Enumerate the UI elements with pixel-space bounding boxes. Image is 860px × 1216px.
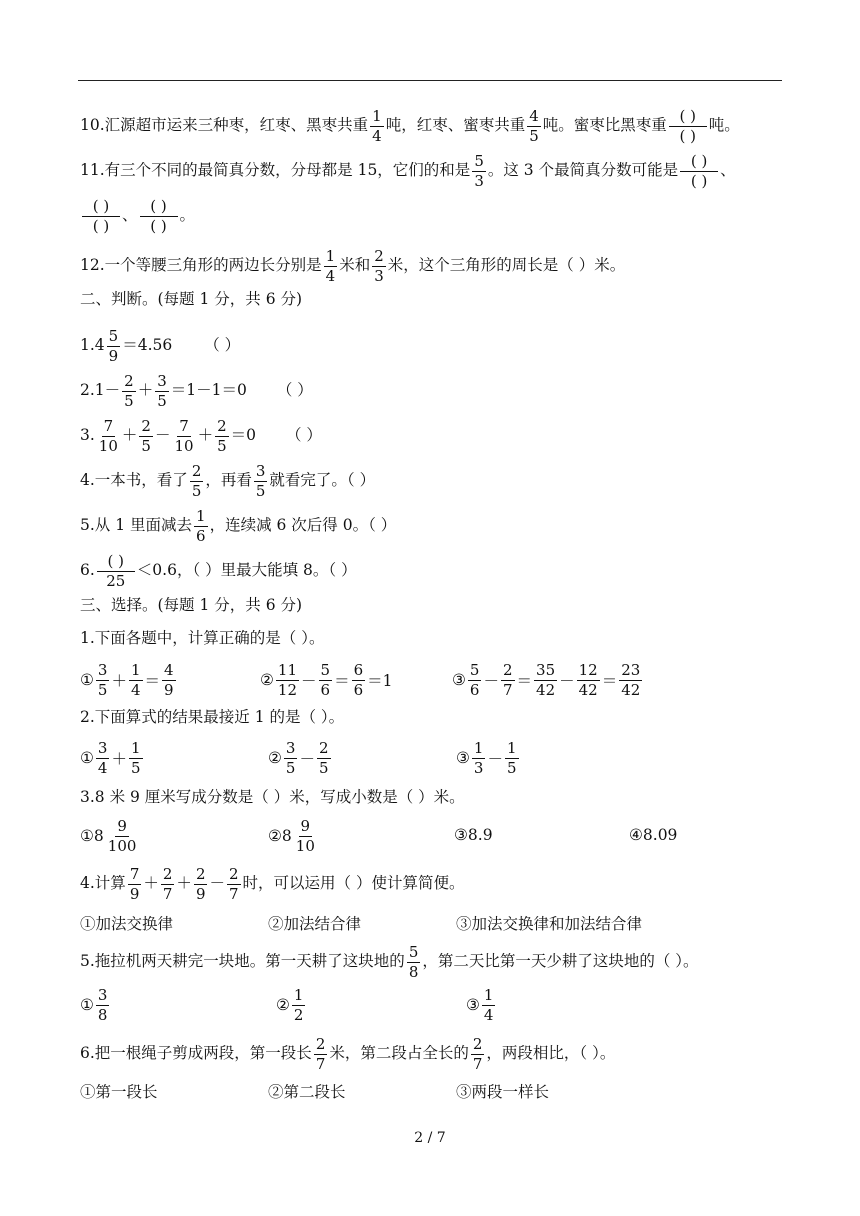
choice-3-option-c[interactable]: ③ 8.9 [454, 826, 493, 844]
operator: ＋ [176, 874, 192, 893]
choice-5-option-c[interactable]: ③ $\frac{1}{4}$ [466, 986, 494, 1024]
answer-blank-fraction[interactable]: $\frac{( )}{( )}$ [140, 198, 178, 234]
question-text: 一个等腰三角形的两边长分别是 [104, 256, 322, 275]
judge-6 [80, 553, 357, 589]
fraction: $\frac{2}{5}$ [124, 372, 134, 410]
answer-blank-fraction[interactable]: $\frac{( )}{( )}$ [669, 108, 707, 144]
question-text: 一本书，看了 [94, 471, 188, 490]
section-2-title: 二、判断。(每题 1 分，共 6 分) [80, 290, 303, 308]
question-11-continued [80, 198, 195, 234]
question-text: 计算 [94, 874, 126, 893]
question-12 [80, 248, 625, 284]
mixed-number: 4 $\frac{5}{9}$ [94, 327, 119, 365]
operator: － [209, 874, 225, 893]
question-text: ，第二天比第一天少耕了这块地的（ ）。 [422, 952, 699, 971]
choice-2-option-b[interactable]: ② $\frac{3}{5}$ － $\frac{2}{5}$ [268, 739, 329, 777]
question-11 [80, 153, 736, 189]
option-mark: ② [276, 996, 290, 1014]
choice-4-stem [80, 866, 464, 902]
answer-blank[interactable]: （ ） [276, 381, 313, 400]
option-mark: ② [268, 749, 282, 767]
choice-3-option-b[interactable]: ② 8 $\frac{9}{10}$ [268, 817, 315, 855]
question-text: 米和 [339, 256, 371, 275]
question-text: 吨。蜜枣比黑枣重 [542, 116, 667, 135]
question-text: 米，这个三角形的周长是（ ）米。 [387, 256, 626, 275]
fraction: $\frac{2}{9}$ [195, 865, 206, 903]
fraction: $\frac{2}{5}$ [217, 417, 227, 455]
question-number: 12. [80, 256, 105, 275]
fraction: $\frac{2}{7}$ [472, 1035, 483, 1073]
fraction: $\frac{2}{7}$ [315, 1035, 326, 1073]
question-text: 。这 3 个最简真分数可能是 [487, 161, 679, 180]
fraction: $\frac{2}{3}$ [374, 247, 384, 285]
question-text: ＜0.6，（ ）里最大能填 8。（ ） [136, 561, 357, 580]
choice-6-option-c[interactable]: ③两段一样长 [456, 1083, 550, 1101]
question-text: 时，可以运用（ ）使计算简便。 [242, 874, 465, 893]
question-text: 就看完了。（ ） [269, 471, 376, 490]
choice-3-option-a[interactable]: ① 8 $\frac{9}{100}$ [80, 817, 137, 855]
option-mark: ③ [454, 826, 468, 844]
choice-6-option-b[interactable]: ②第二段长 [268, 1083, 346, 1101]
judge-2 [80, 373, 313, 409]
choice-1-stem: 1.下面各题中，计算正确的是（ ）。 [80, 629, 325, 647]
fraction: $\frac{1}{4}$ [372, 107, 382, 145]
fraction: $\frac{3}{5}$ [157, 372, 167, 410]
question-10 [80, 108, 740, 144]
fraction: $\frac{7}{10}$ [174, 417, 194, 455]
question-text: 吨。 [708, 116, 740, 135]
choice-4-option-a[interactable]: ①加法交换律 [80, 915, 174, 933]
answer-blank-fraction[interactable]: $\frac{( )}{( )}$ [82, 198, 120, 234]
fraction: $\frac{5}{3}$ [474, 152, 484, 190]
operator: ＋ [197, 426, 214, 445]
fraction: $\frac{5}{8}$ [408, 943, 419, 981]
separator: 、 [122, 206, 138, 225]
question-number: 6. [80, 1044, 95, 1063]
section-3-title: 三、选择。(每题 1 分，共 6 分) [80, 596, 303, 614]
question-number: 4. [80, 874, 95, 893]
question-number: 6. [80, 561, 95, 580]
question-text: 把一根绳子剪成两段，第一段长 [94, 1044, 312, 1063]
question-number: 5. [80, 952, 95, 971]
fraction: $\frac{4}{5}$ [529, 107, 539, 145]
question-text: ，连续减 6 次后得 0。（ ） [209, 516, 397, 535]
question-text: 拖拉机两天耕完一块地。第一天耕了这块地的 [94, 952, 405, 971]
judge-4 [80, 463, 375, 499]
fraction: $\frac{7}{9}$ [129, 865, 140, 903]
answer-blank-fraction[interactable]: $\frac{( )}{25}$ [97, 553, 135, 589]
fraction: $\frac{1}{6}$ [196, 507, 206, 545]
separator: 。 [179, 206, 196, 225]
question-text: ，再看 [205, 471, 252, 490]
choice-1-option-c[interactable]: ③ $\frac{5}{6}$ － $\frac{2}{7}$ ＝ $\frac{35}{42}$ － $\frac{12}{42}$ ＝ $\frac{23}{42}$ [452, 661, 641, 699]
question-text: 从 1 里面减去 [94, 516, 193, 535]
choice-3-stem: 3.8 米 9 厘米写成分数是（ ）米，写成小数是（ ）米。 [80, 788, 465, 806]
operator: ＋ [137, 381, 154, 400]
question-number: 4. [80, 471, 95, 490]
judge-5 [80, 508, 396, 544]
answer-blank-fraction[interactable]: $\frac{( )}{( )}$ [680, 153, 718, 189]
question-text: ＝1－1＝0 [170, 381, 247, 400]
answer-blank[interactable]: （ ） [204, 336, 241, 355]
operator: ＋ [143, 874, 159, 893]
operator: － [154, 426, 171, 445]
operator: ＋ [121, 426, 138, 445]
question-number: 5. [80, 516, 95, 535]
option-mark: ③ [456, 749, 470, 767]
question-number: 10. [80, 116, 105, 135]
separator: 、 [720, 161, 736, 180]
choice-2-option-a[interactable]: ① $\frac{3}{4}$ ＋ $\frac{1}{5}$ [80, 739, 141, 777]
question-number: 2. [80, 381, 95, 400]
fraction: $\frac{1}{4}$ [325, 247, 336, 285]
option-mark: ③ [466, 996, 480, 1014]
choice-4-option-c[interactable]: ③加法交换律和加法结合律 [456, 915, 643, 933]
choice-4-option-b[interactable]: ②加法结合律 [268, 915, 362, 933]
page-number: 2 / 7 [414, 1130, 446, 1146]
answer-blank[interactable]: （ ） [286, 426, 322, 445]
fraction: $\frac{2}{5}$ [141, 417, 151, 455]
option-mark: ② [260, 671, 274, 689]
choice-1-option-b[interactable]: ② $\frac{11}{12}$ － $\frac{5}{6}$ ＝ $\frac{6}{6}$ ＝1 [260, 661, 393, 699]
fraction: $\frac{2}{5}$ [191, 462, 202, 500]
choice-5-option-b[interactable]: ② $\frac{1}{2}$ [276, 986, 304, 1024]
choice-2-stem: 2.下面算式的结果最接近 1 的是（ ）。 [80, 708, 345, 726]
choice-3-option-d[interactable]: ④ 8.09 [629, 826, 678, 844]
question-text: 吨，红枣、蜜枣共重 [385, 116, 526, 135]
question-number: 1. [80, 336, 95, 355]
choice-5-option-a[interactable]: ① $\frac{3}{8}$ [80, 986, 108, 1024]
option-mark: ① [80, 749, 94, 767]
judge-3 [80, 418, 322, 454]
question-number: 11. [80, 161, 105, 180]
fraction: $\frac{3}{5}$ [255, 462, 266, 500]
option-mark: ④ [629, 826, 643, 844]
question-text: ＝4.56 [122, 336, 173, 355]
question-text: ，两段相比，（ ）。 [486, 1044, 616, 1063]
fraction: $\frac{2}{7}$ [162, 865, 173, 903]
option-mark: ① [80, 827, 94, 845]
fraction: $\frac{7}{10}$ [98, 417, 118, 455]
choice-6-option-a[interactable]: ①第一段长 [80, 1083, 158, 1101]
option-mark: ① [80, 671, 94, 689]
choice-5-stem [80, 944, 699, 980]
choice-1-option-a[interactable]: ① $\frac{3}{5}$ ＋ $\frac{1}{4}$ ＝ $\frac{4}{9}$ [80, 661, 174, 699]
question-number: 3. [80, 426, 95, 445]
option-mark: ② [268, 827, 282, 845]
option-mark: ① [80, 996, 94, 1014]
question-text: 1－ [94, 381, 121, 400]
judge-1 [80, 328, 240, 364]
fraction: $\frac{2}{7}$ [229, 865, 239, 903]
question-text: 有三个不同的最简真分数，分母都是 15，它们的和是 [104, 161, 471, 180]
choice-2-option-c[interactable]: ③ $\frac{1}{3}$ － $\frac{1}{5}$ [456, 739, 517, 777]
header-rule [78, 80, 782, 81]
question-text: 米，第二段占全长的 [329, 1044, 469, 1063]
option-mark: ③ [452, 671, 466, 689]
question-text: ＝0 [230, 426, 256, 445]
question-text: 汇源超市运来三种枣，红枣、黑枣共重 [104, 116, 369, 135]
choice-6-stem [80, 1036, 615, 1072]
